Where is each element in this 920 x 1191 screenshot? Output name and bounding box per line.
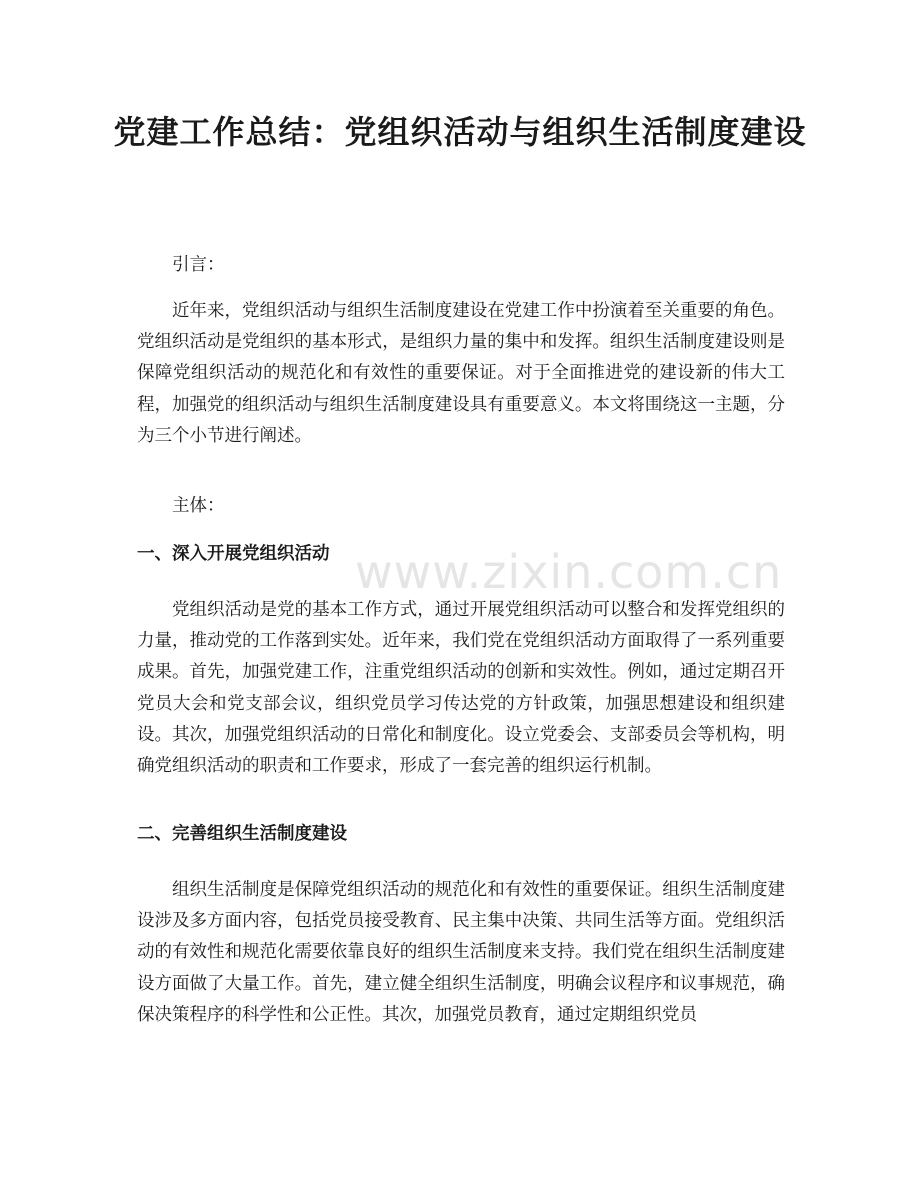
- body-label: 主体：: [172, 496, 225, 516]
- intro-paragraph: 近年来，党组织活动与组织生活制度建设在党建工作中扮演着至关重要的角色。党组织活动是党组织的基本形式，是组织力量的集中和发挥。组织生活制度建设则是保障党组织活动的规范化和有效性的重要保证。对于全面推进党的建设新的伟大工程，加强党的组织活动与组织生活制度建设具有重要意义。本文将围绕这一主题，分为三个小节进行阐述。: [137, 301, 785, 446]
- section2-paragraph: 组织生活制度是保障党组织活动的规范化和有效性的重要保证。组织生活制度建设涉及多方面内容，包括党员接受教育、民主集中决策、共同生活等方面。党组织活动的有效性和规范化需要依靠良好的组织生活制度来支持。我们党在组织生活制度建设方面做了大量工作。首先，建立健全组织生活制度，明确会议程序和议事规范，确保决策程序的科学性和公正性。其次，加强党员教育，通过定期组织党员: [137, 880, 785, 1025]
- intro-label: 引言：: [172, 255, 225, 275]
- document-title: 党建工作总结：党组织活动与组织生活制度建设: [113, 113, 807, 151]
- section1-paragraph: 党组织活动是党的基本工作方式，通过开展党组织活动可以整合和发挥党组织的力量，推动党的工作落到实处。近年来，我们党在党组织活动方面取得了一系列重要成果。首先，加强党建工作，注重党组织活动的创新和实效性。例如，通过定期召开党员大会和党支部会议，组织党员学习传达党的方针政策，加强思想建设和组织建设。其次，加强党组织活动的日常化和制度化。设立党委会、支部委员会等机构，明确党组织活动的职责和工作要求，形成了一套完善的组织运行机制。: [137, 600, 785, 777]
- watermark: www.zixin.com.cn: [355, 545, 783, 599]
- section2-heading: 二、完善组织生活制度建设: [137, 824, 347, 844]
- section1-heading: 一、深入开展党组织活动: [137, 544, 330, 564]
